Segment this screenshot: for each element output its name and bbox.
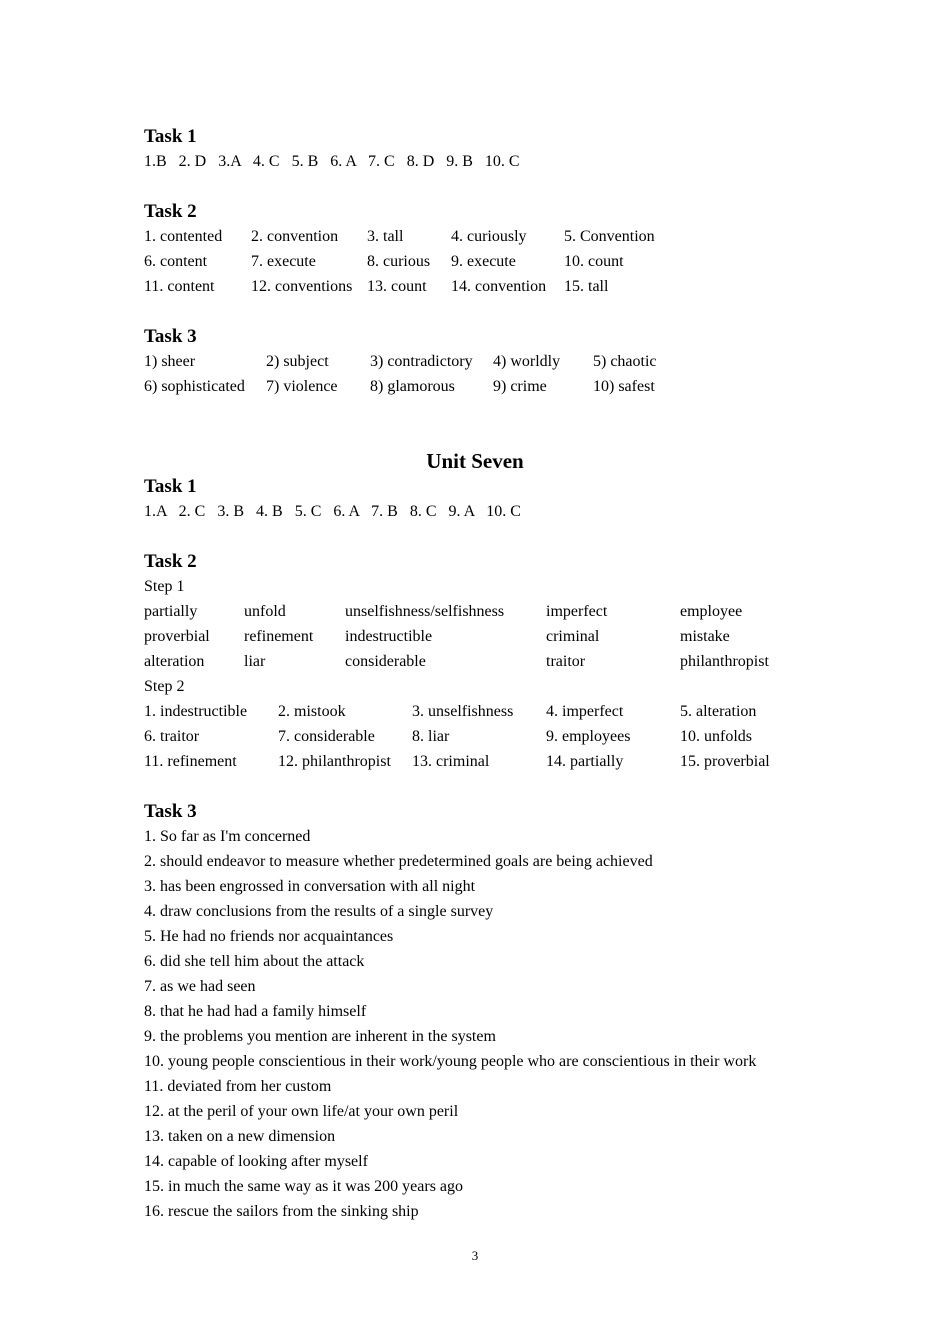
unit7-task1-heading: Task 1 [144,476,197,497]
answer-cell: traitor [546,653,586,670]
list-item: 10. young people conscientious in their work/young people who are conscientious in their work [144,1053,757,1070]
answer-cell: partially [144,603,198,620]
answer-cell: 9) crime [493,378,547,395]
answer-row [144,724,824,749]
unit-title: Unit Seven [426,449,524,473]
answer-cell: 5. Convention [564,228,655,245]
answer-cell: 2) subject [266,353,329,370]
step2-table [144,699,824,774]
answer-cell: 8) glamorous [370,378,455,395]
answer-cell: 14. partially [546,753,624,770]
answer-cell: 13. count [367,278,427,295]
answer-cell: criminal [546,628,600,645]
list-item: 5. He had no friends nor acquaintances [144,928,394,945]
answer-row [144,599,824,624]
list-item: 13. taken on a new dimension [144,1128,336,1145]
answer-cell: alteration [144,653,205,670]
unit7-task3-list [144,824,824,1224]
answer-row [144,649,824,674]
answer-cell: unselfishness/selfishness [345,603,505,620]
answer-cell: 7) violence [266,378,338,395]
answer-cell: 10. unfolds [680,728,752,745]
list-item: 4. draw conclusions from the results of a single survey [144,903,494,920]
answer-row [144,249,824,274]
unit7-task3-heading: Task 3 [144,801,197,822]
answer-cell: 12. conventions [251,278,353,295]
list-item: 1. So far as I'm concerned [144,828,311,845]
answer-cell: 3. tall [367,228,404,245]
answer-cell: 10. count [564,253,624,270]
task3-answers [144,349,824,399]
list-item: 14. capable of looking after myself [144,1153,368,1170]
answer-cell: 5. alteration [680,703,757,720]
task2-answers [144,224,824,299]
step2-label: Step 2 [144,678,185,695]
answer-cell: 15. tall [564,278,609,295]
answer-cell: 10) safest [593,378,655,395]
list-item: 16. rescue the sailors from the sinking ship [144,1203,419,1220]
list-item: 7. as we had seen [144,978,256,995]
answer-cell: 4. imperfect [546,703,624,720]
answer-cell: 13. criminal [412,753,490,770]
answer-cell: 1. contented [144,228,223,245]
answer-row [144,274,824,299]
answer-cell: 15. proverbial [680,753,770,770]
step1-label: Step 1 [144,578,185,595]
answer-cell: considerable [345,653,426,670]
answer-cell: 9. employees [546,728,631,745]
answer-cell: liar [244,653,266,670]
answer-cell: 8. curious [367,253,431,270]
answer-cell: proverbial [144,628,210,645]
answer-cell: 14. convention [451,278,547,295]
answer-cell: 9. execute [451,253,516,270]
answer-cell: employee [680,603,743,620]
answer-cell: 2. convention [251,228,339,245]
task2-heading: Task 2 [144,201,197,222]
page-number: 3 [471,1248,479,1263]
answer-key-page [144,124,824,1224]
answer-row [144,699,824,724]
answer-cell: indestructible [345,628,433,645]
answer-cell: 7. execute [251,253,316,270]
answer-cell: refinement [244,628,314,645]
answer-cell: 6. traitor [144,728,200,745]
answer-cell: imperfect [546,603,608,620]
answer-cell: 1) sheer [144,353,196,370]
answer-cell: 1. indestructible [144,703,248,720]
task1-answers: 1.B 2. D 3.A 4. C 5. B 6. A 7. C 8. D 9. B 10. C [144,153,520,170]
list-item: 15. in much the same way as it was 200 years ago [144,1178,464,1195]
answer-cell: 6) sophisticated [144,378,245,395]
answer-cell: 7. considerable [278,728,375,745]
answer-row [144,374,824,399]
answer-cell: philanthropist [680,653,769,670]
answer-row [144,749,824,774]
answer-cell: 5) chaotic [593,353,657,370]
answer-cell: 6. content [144,253,208,270]
answer-cell: 11. refinement [144,753,237,770]
list-item: 6. did she tell him about the attack [144,953,365,970]
answer-cell: 2. mistook [278,703,346,720]
list-item: 3. has been engrossed in conversation with all night [144,878,476,895]
answer-cell: 12. philanthropist [278,753,391,770]
answer-cell: 8. liar [412,728,450,745]
answer-cell: 11. content [144,278,215,295]
step1-table [144,599,824,674]
list-item: 11. deviated from her custom [144,1078,332,1095]
list-item: 2. should endeavor to measure whether predetermined goals are being achieved [144,853,653,870]
answer-cell: mistake [680,628,730,645]
answer-cell: 4) worldly [493,353,561,370]
list-item: 12. at the peril of your own life/at your own peril [144,1103,459,1120]
answer-row [144,224,824,249]
list-item: 8. that he had had a family himself [144,1003,367,1020]
answer-row [144,624,824,649]
unit7-task2-heading: Task 2 [144,551,197,572]
answer-cell: 3. unselfishness [412,703,514,720]
answer-row [144,349,824,374]
task1-heading: Task 1 [144,126,197,147]
answer-cell: unfold [244,603,286,620]
answer-cell: 4. curiously [451,228,527,245]
task3-heading: Task 3 [144,326,197,347]
unit7-task1-answers: 1.A 2. C 3. B 4. B 5. C 6. A 7. B 8. C 9. A 10. C [144,503,521,520]
list-item: 9. the problems you mention are inherent in the system [144,1028,496,1045]
answer-cell: 3) contradictory [370,353,473,370]
